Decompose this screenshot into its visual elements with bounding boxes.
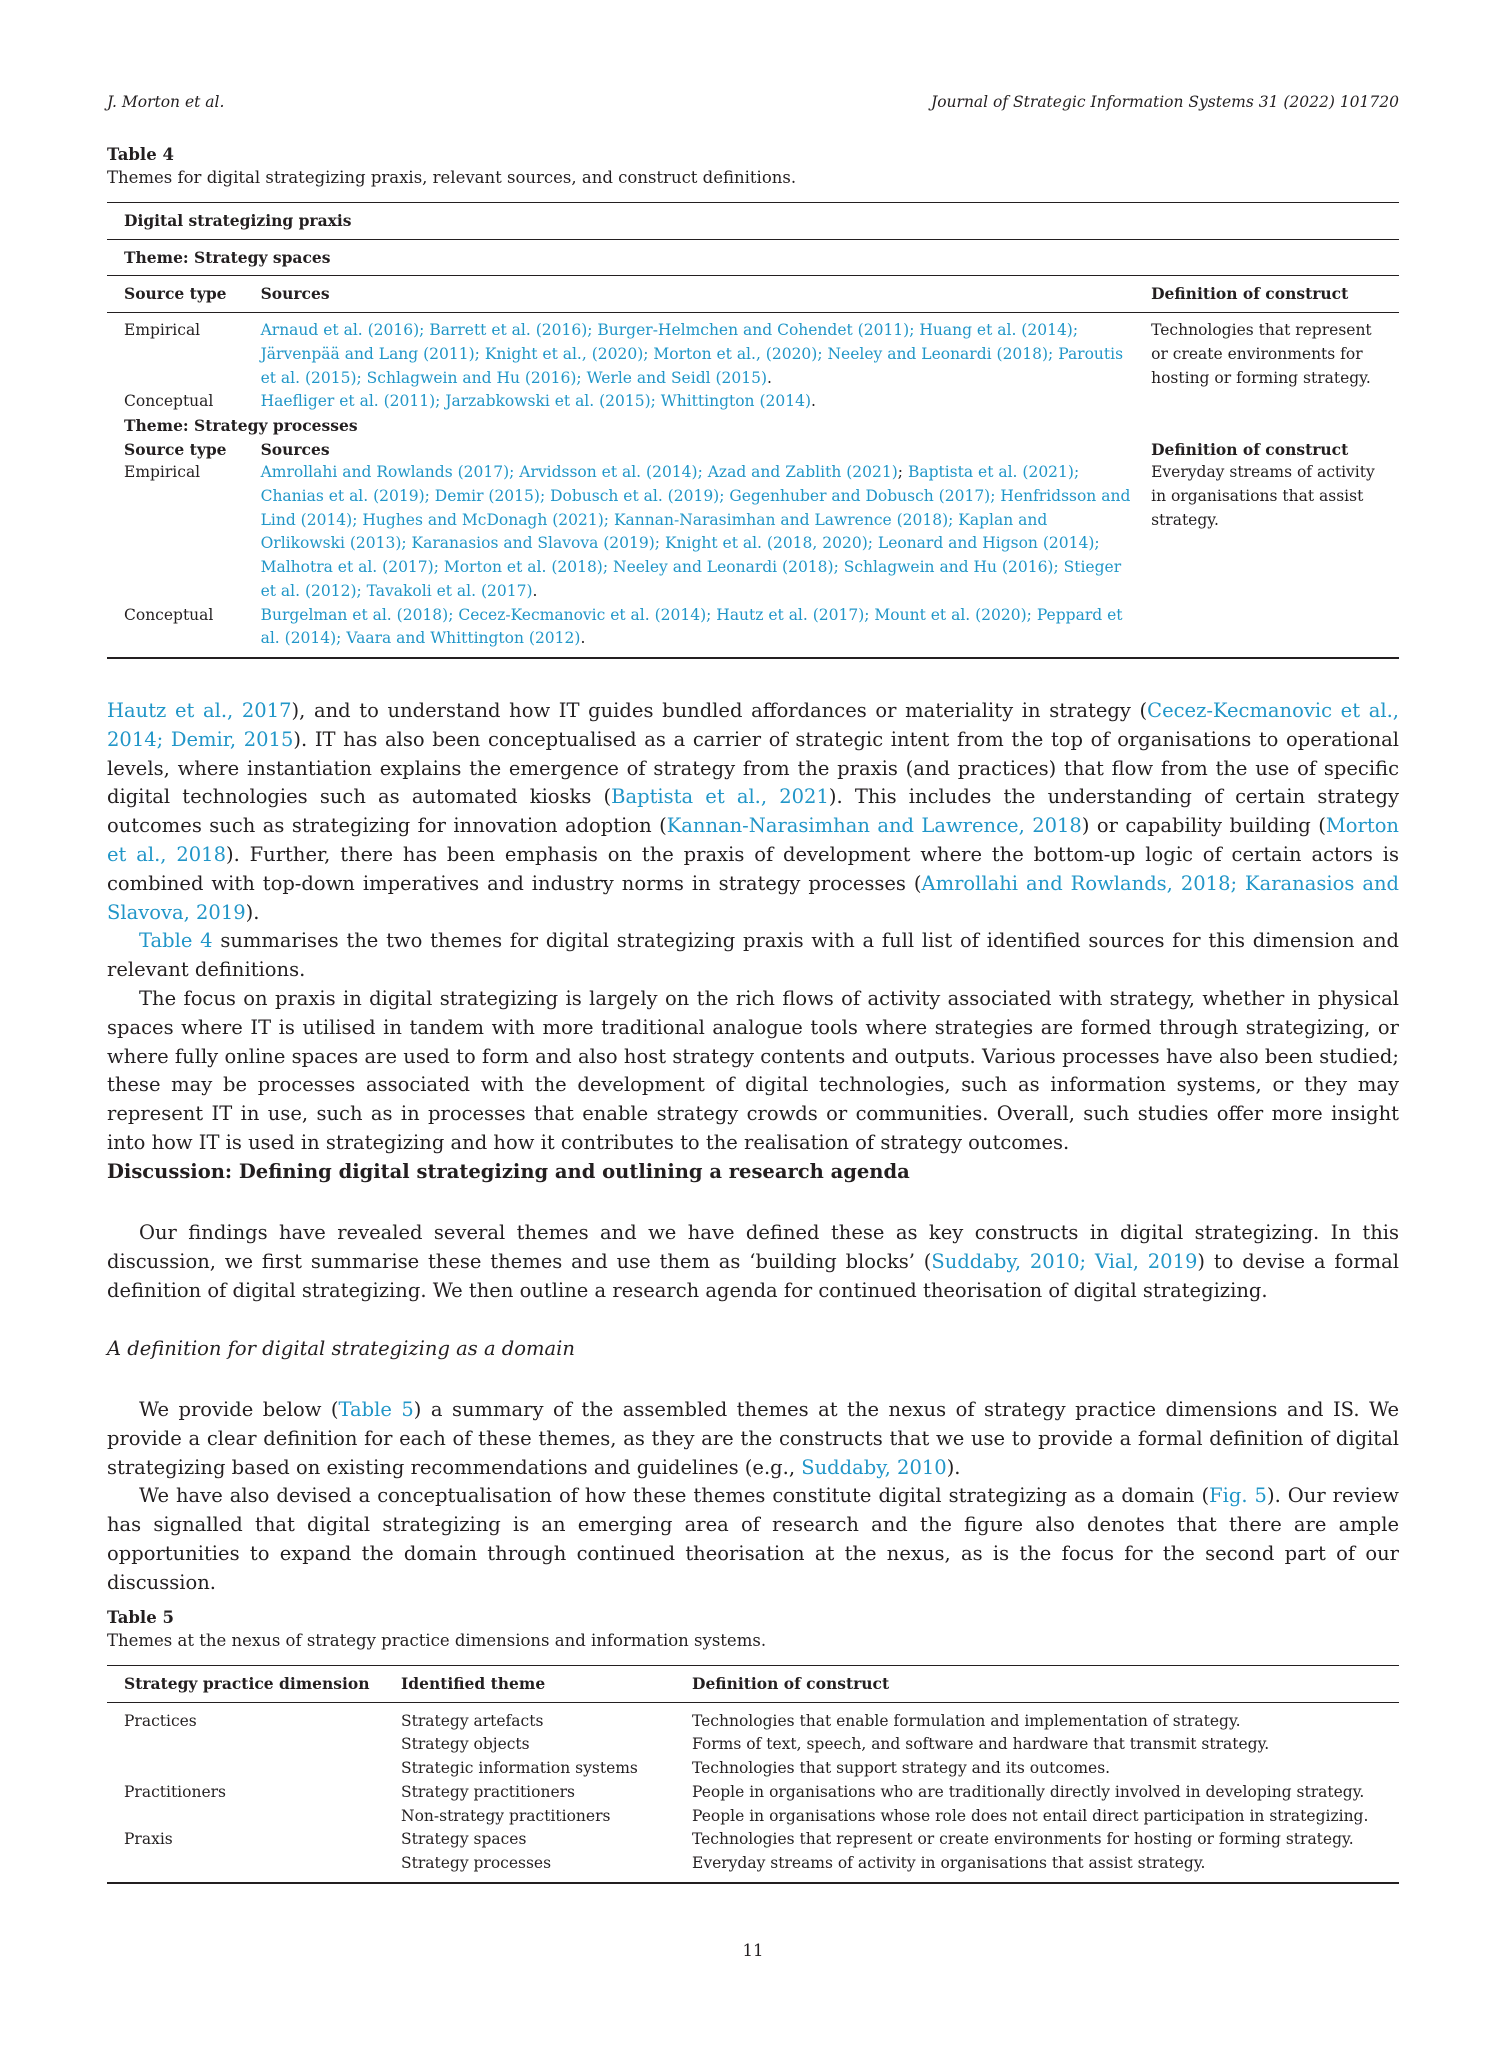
table5-caption (107, 1606, 766, 1652)
theme2-empirical-sources-a[interactable]: Amrollahi and Rowlands (2017); Arvidsson et al. (2014); Azad and Zablith (2021) (260, 463, 898, 482)
table5-label: Table 5 (107, 1608, 174, 1627)
theme2-conceptual-row: Conceptual Burgelman et al. (2018); Cecez-Kecmanovic et al. (2014); Hautz et al. (2017); Mount et al. (2020); Peppard et al. (2014); Vaara and Whittington (2012). (107, 604, 1399, 658)
table5-col-definition: Definition of construct (692, 1666, 1399, 1703)
ref-fig5[interactable]: Fig. 5 (1209, 1484, 1267, 1508)
table5-header-row (107, 1666, 1399, 1703)
table5-cell-dimension: Praxis (124, 1830, 173, 1849)
table4-caption (107, 143, 796, 189)
paragraph-4: Our findings have revealed several themes and we have defined these as key constructs in digital strategizing. In this discussion, we first summarise these themes and use them as ‘building blocks’ (Suddaby, 2010; Vial, 2019) to devise a formal definition of digital strategizing. We then outline a research agenda for continued theorisation of digital strategizing. (107, 1221, 1399, 1302)
table5-col-theme: Identified theme (401, 1666, 692, 1703)
theme1-empirical-row: Empirical Arnaud et al. (2016); Barrett et al. (2016); Burger-Helmchen and Cohendet (2011); Huang et al. (2014); Järvenpää and Lang (2011); Knight et al., (2020); Morton et al., (2020); Neeley and Leonardi (2018); Paroutis et al. (2015); Schlagwein and Hu (2016); Werle and Seidl (2015). Technologies that represent or create environments for hosting or forming strategy. (107, 313, 1399, 391)
table5-cell-definition: People in organisations who are traditionally directly involved in developing strategy. (692, 1782, 1365, 1801)
table5-cell-theme: Strategy objects (401, 1735, 530, 1754)
table4 (107, 202, 1399, 659)
col-source-type: Source type (107, 276, 261, 313)
table-row (107, 1805, 1399, 1829)
table4-title-row (107, 203, 1399, 240)
table-row (107, 1828, 1399, 1852)
source-type-conceptual: Conceptual (124, 392, 214, 411)
theme1-row (107, 239, 1399, 276)
col-sources: Sources (261, 276, 1152, 313)
cite-hautz[interactable]: Hautz et al., 2017 (107, 699, 292, 722)
table5-cell-definition: Everyday streams of activity in organisations that assist strategy. (692, 1852, 1399, 1883)
theme1-empirical-sources[interactable]: Arnaud et al. (2016); Barrett et al. (2016); Burger-Helmchen and Cohendet (2011); Huang et al. (2014); Järvenpää and Lang (2011); Knight et al., (2020); Morton et al., (2020); Neeley and Leonardi (2018); Paroutis et al. (2015); Schlagwein and Hu (2016); Werle and Seidl (2015) (260, 321, 1124, 387)
table-row (107, 1781, 1399, 1805)
table4-label: Table 4 (107, 145, 174, 164)
cite-morton[interactable]: Morton et al., 2018 (107, 814, 1399, 866)
body-section-1 (107, 697, 1399, 1158)
cite-baptista[interactable]: Baptista et al., 2021 (611, 785, 829, 809)
section-heading: Discussion: Defining digital strategizing and outlining a research agenda (107, 1160, 910, 1183)
table5-cell-dimension (107, 1852, 401, 1883)
theme1-title: Theme: Strategy spaces (107, 239, 1399, 276)
table5-cell-definition: Forms of text, speech, and software and hardware that transmit strategy. (692, 1735, 1270, 1754)
table5-col-dimension: Strategy practice dimension (107, 1666, 401, 1703)
paragraph-5: We provide below (Table 5) a summary of the assembled themes at the nexus of strategy practice dimensions and IS. We provide a clear definition for each of these themes, as they are the constructs that we use to provide a formal definition of digital strategizing based on existing recommendations and guidelines (e.g., Suddaby, 2010). (107, 1398, 1399, 1479)
source-type-empirical-2: Empirical (124, 463, 201, 482)
source-type-empirical: Empirical (124, 321, 201, 340)
theme2-definition: Everyday streams of activity in organisations that assist strategy. (1151, 463, 1375, 529)
table5-cell-dimension: Practices (124, 1711, 197, 1730)
col-definition-2: Definition of construct (1151, 439, 1349, 459)
theme2-conceptual-sources[interactable]: Burgelman et al. (2018); Cecez-Kecmanovic et al. (2014); Hautz et al. (2017); Mount et al. (2020); Peppard et al. (2014); Vaara and Whittington (2012) (260, 605, 1123, 648)
table4-title: Digital strategizing praxis (107, 203, 1399, 240)
ref-table4[interactable]: Table 4 (139, 929, 213, 953)
table5-cell-theme: Strategy artefacts (401, 1711, 544, 1730)
theme2-title: Theme: Strategy processes (124, 415, 358, 435)
page-number: 11 (742, 1941, 764, 1960)
body-section-2 (107, 1219, 1399, 1305)
table5-cell-theme: Strategy processes (401, 1852, 692, 1883)
table5-cell-definition: People in organisations whose role does not entail direct participation in strategizing. (692, 1806, 1369, 1825)
table5-cell-definition: Technologies that support strategy and its outcomes. (692, 1759, 1111, 1778)
table5-cell-dimension (107, 1733, 401, 1757)
paragraph-6: We have also devised a conceptualisation of how these themes constitute digital strategizing as a domain (Fig. 5). Our review has signalled that digital strategizing is an emerging area of research and the figure also denotes that there are ample opportunities to expand the domain through continued theorisation at the nexus, as is the focus for the second part of our discussion. (107, 1484, 1399, 1594)
table5-cell-theme: Strategy spaces (401, 1830, 527, 1849)
theme1-conceptual-sources[interactable]: Haefliger et al. (2011); Jarzabkowski et al. (2015); Whittington (2014) (260, 392, 812, 411)
subheading: A definition for digital strategizing as a domain (107, 1337, 575, 1360)
table5-cell-dimension (107, 1805, 401, 1829)
body-section-3 (107, 1396, 1399, 1598)
col-definition: Definition of construct (1151, 276, 1399, 313)
cite-cecez-demir[interactable]: Cecez-Kecmanovic et al., 2014; Demir, 2015 (107, 699, 1399, 751)
paragraph-3: The focus on praxis in digital strategizing is largely on the rich flows of activity associated with strategy, whether in physical spaces where IT is utilised in tandem with more traditional analogue tools where strategies are formed through strategizing, or where fully online spaces are used to form and also host strategy contents and outputs. Various processes have also been studied; these may be processes associated with the development of digital technologies, such as information systems, or they may represent IT in use, such as in processes that enable strategy crowds or communities. Overall, such studies offer more insight into how IT is used in strategizing and how it contributes to the realisation of strategy outcomes. (107, 986, 1399, 1154)
table-row (107, 1702, 1399, 1733)
running-header-journal: Journal of Strategic Information Systems 31 (2022) 101720 (931, 93, 1399, 111)
theme1-header-row (107, 276, 1399, 313)
table5-cell-dimension (107, 1757, 401, 1781)
theme1-conceptual-row: Conceptual Haefliger et al. (2011); Jarzabkowski et al. (2015); Whittington (2014). (107, 390, 1399, 414)
theme2-empirical-sources-b[interactable]: Baptista et al. (2021); Chanias et al. (2019); Demir (2015); Dobusch et al. (2019); Gegenhuber and Dobusch (2017); Henfridsson and Lind (2014); Hughes and McDonagh (2021); Kannan-Narasimhan and Lawrence (2018); Kaplan and Orlikowski (2013); Karanasios and Slavova (2019); Knight et al. (2018, 2020); Leonard and Higson (2014); Malhotra et al. (2017); Morton et al. (2018); Neeley and Leonardi (2018); Schlagwein and Hu (2016); Stieger et al. (2012); Tavakoli et al. (2017) (260, 463, 1131, 600)
table5 (107, 1665, 1399, 1884)
table4-caption-text: Themes for digital strategizing praxis, relevant sources, and construct definitions. (107, 168, 797, 187)
table5-cell-theme: Strategic information systems (401, 1759, 638, 1778)
table-row (107, 1733, 1399, 1757)
table-row (107, 1852, 1399, 1883)
theme2-row (107, 414, 1399, 438)
source-type-conceptual-2: Conceptual (124, 605, 214, 624)
running-header-authors: J. Morton et al. (107, 93, 225, 111)
col-sources-2: Sources (260, 439, 330, 459)
cite-kannan[interactable]: Kannan-Narasimhan and Lawrence, 2018 (666, 814, 1082, 838)
theme1-definition: Technologies that represent or create environments for hosting or forming strategy. (1151, 321, 1372, 387)
paragraph-1: Hautz et al., 2017), and to understand how IT guides bundled affordances or materiality in strategy (Cecez-Kecmanovic et al., 2014; Demir, 2015). IT has also been conceptualised as a carrier of strategic intent from the top of organisations to operational levels, where instantiation explains the emergence of strategy from the praxis (and practices) that flow from the use of specific digital technologies such as automated kiosks (Baptista et al., 2021). This includes the understanding of certain strategy outcomes such as strategizing for innovation adoption (Kannan-Narasimhan and Lawrence, 2018) or capability building (Morton et al., 2018). Further, there has been emphasis on the praxis of development where the bottom-up logic of certain actors is combined with top-down imperatives and industry norms in strategy processes (Amrollahi and Rowlands, 2018; Karanasios and Slavova, 2019). (107, 699, 1400, 924)
col-source-type-2: Source type (124, 439, 227, 459)
cite-suddaby-vial[interactable]: Suddaby, 2010; Vial, 2019 (931, 1249, 1198, 1273)
cite-suddaby[interactable]: Suddaby, 2010 (801, 1455, 947, 1479)
table5-cell-theme: Non-strategy practitioners (401, 1806, 611, 1825)
table5-cell-theme: Strategy practitioners (401, 1782, 575, 1801)
theme2-header-row (107, 438, 1399, 462)
ref-table5[interactable]: Table 5 (338, 1398, 414, 1421)
table-row (107, 1757, 1399, 1781)
table5-cell-definition: Technologies that enable formulation and implementation of strategy. (692, 1711, 1241, 1730)
cite-amrollahi-karanasios[interactable]: Amrollahi and Rowlands, 2018; Karanasios and Slavova, 2019 (107, 871, 1400, 924)
paragraph-2: Table 4 summarises the two themes for digital strategizing praxis with a full list of identified sources for this dimension and relevant definitions. (107, 929, 1400, 982)
table5-cell-definition: Technologies that represent or create environments for hosting or forming strategy. (692, 1830, 1354, 1849)
table5-cell-dimension: Practitioners (124, 1782, 226, 1801)
theme2-empirical-row: Empirical Amrollahi and Rowlands (2017); Arvidsson et al. (2014); Azad and Zablith (2021); Baptista et al. (2021); Chanias et al. (2019); Demir (2015); Dobusch et al. (2019); Gegenhuber and Dobusch (2017); Henfridsson and Lind (2014); Hughes and McDonagh (2021); Kannan-Narasimhan and Lawrence (2018); Kaplan and Orlikowski (2013); Karanasios and Slavova (2019); Knight et al. (2018, 2020); Leonard and Higson (2014); Malhotra et al. (2017); Morton et al. (2018); Neeley and Leonardi (2018); Schlagwein and Hu (2016); Stieger et al. (2012); Tavakoli et al. (2017). Everyday streams of activity in organisations that assist strategy. (107, 461, 1399, 603)
table5-caption-text: Themes at the nexus of strategy practice dimensions and information systems. (107, 1631, 767, 1650)
